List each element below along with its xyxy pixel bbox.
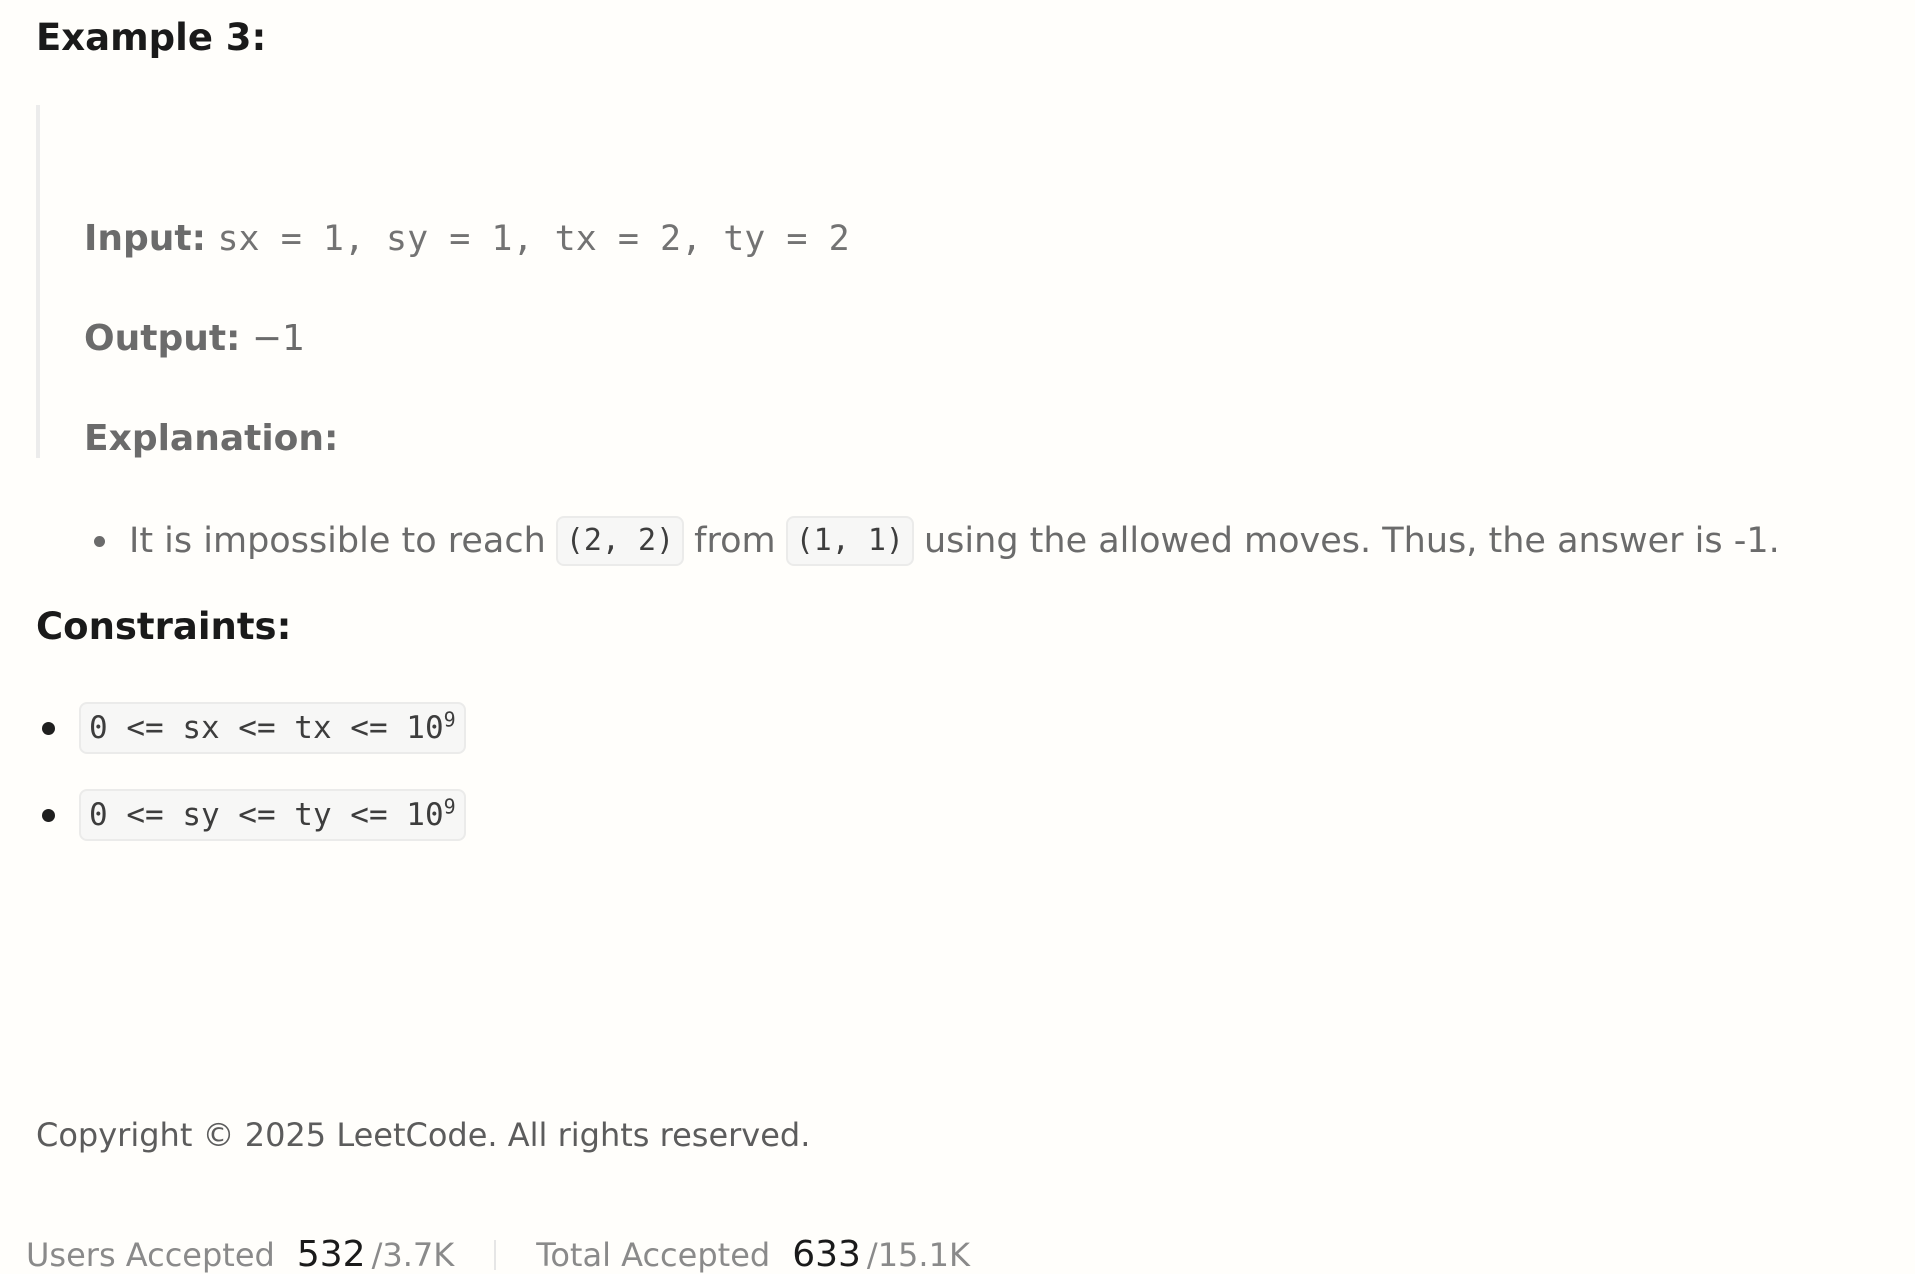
example-block — [36, 105, 1800, 561]
explanation-text-1: It is impossible to reach — [129, 521, 546, 561]
constraint-code: 0 <= sy <= ty <= $10^9$ — [79, 789, 466, 841]
acceptance-stats — [26, 1234, 970, 1274]
input-value: sx = 1, sy = 1, tx = 2, ty = 2 — [217, 219, 850, 259]
explanation-code-target: (2, 2) — [556, 516, 684, 566]
users-accepted-value: 532 — [296, 1234, 366, 1274]
output-value: −1 — [251, 318, 305, 359]
constraint-exponent: 9 — [443, 794, 456, 819]
constraint-item — [42, 702, 466, 754]
constraints-heading: Constraints: — [36, 605, 292, 648]
example-input — [84, 217, 850, 261]
copyright-text: Copyright © 2025 LeetCode. All rights reserved. — [36, 1116, 811, 1154]
explanation-text-2: from — [694, 521, 776, 561]
bullet-icon — [42, 809, 55, 822]
bullet-icon — [42, 722, 55, 735]
total-accepted-label: Total Accepted — [536, 1236, 771, 1274]
example-heading: Example 3: — [36, 16, 267, 59]
users-accepted-label: Users Accepted — [26, 1236, 275, 1274]
example-output — [84, 317, 305, 361]
input-label: Input: — [84, 218, 207, 259]
explanation-label: Explanation: — [84, 418, 339, 459]
explanation-item — [94, 515, 1780, 567]
constraint-item — [42, 789, 466, 841]
users-accepted-total: /3.7K — [371, 1236, 455, 1274]
stats-divider — [494, 1240, 496, 1270]
total-accepted-total: /15.1K — [866, 1236, 970, 1274]
constraint-exponent: 9 — [443, 707, 456, 732]
output-label: Output: — [84, 318, 241, 359]
constraint-code: 0 <= sx <= tx <= $10^9$ — [79, 702, 466, 754]
explanation-text-3: using the allowed moves. Thus, the answer is -1. — [924, 521, 1780, 561]
explanation-code-start: (1, 1) — [786, 516, 914, 566]
total-accepted-value: 633 — [792, 1234, 861, 1274]
bullet-icon — [94, 536, 105, 547]
